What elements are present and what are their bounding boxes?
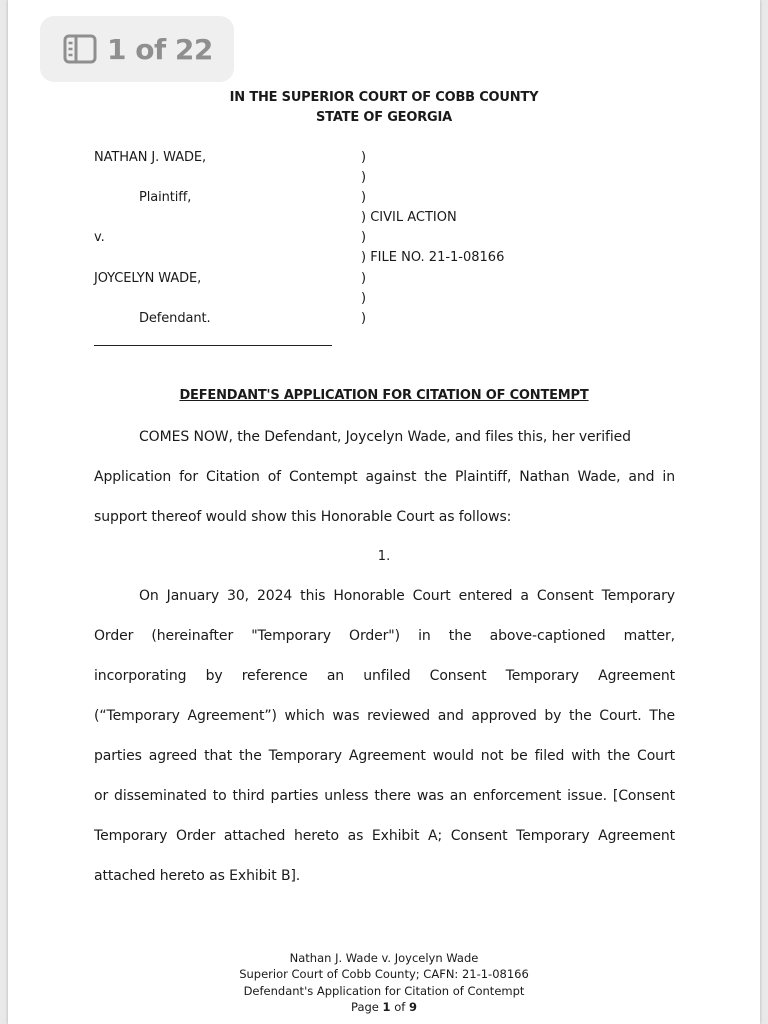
paragraph-line: Temporary Order attached hereto as Exhibit A; Consent Temporary Agreement <box>94 828 675 844</box>
caption-divider <box>94 345 332 346</box>
plaintiff-role: Plaintiff, <box>139 190 192 205</box>
footer-case-name: Nathan J. Wade v. Joycelyn Wade <box>289 951 479 965</box>
court-name-heading: IN THE SUPERIOR COURT OF COBB COUNTY <box>229 90 539 105</box>
file-number-label: ) FILE NO. 21-1-08166 <box>361 250 505 265</box>
defendant-name: JOYCELYN WADE, <box>94 271 202 286</box>
sidebar-panel-icon[interactable] <box>63 34 97 64</box>
intro-line: Application for Citation of Contempt against the Plaintiff, Nathan Wade, and in <box>94 469 675 485</box>
footer-court-line: Superior Court of Cobb County; CAFN: 21-1-08166 <box>239 967 529 981</box>
document-title: DEFENDANT'S APPLICATION FOR CITATION OF CONTEMPT <box>179 388 589 403</box>
footer-page-current: 1 <box>382 1000 391 1014</box>
defendant-role: Defendant. <box>139 311 211 326</box>
paragraph-line: parties agreed that the Temporary Agreement would not be filed with the Court <box>94 748 675 764</box>
intro-line: COMES NOW, the Defendant, Joycelyn Wade, and files this, her verified <box>139 429 631 445</box>
paragraph-line: On January 30, 2024 this Honorable Court entered a Consent Temporary <box>139 588 675 604</box>
page-counter-label: 1 of 22 <box>107 32 213 66</box>
civil-action-label: ) CIVIL ACTION <box>361 210 457 225</box>
caption-bracket: ) <box>361 271 367 286</box>
footer-page-total: 9 <box>408 1000 417 1014</box>
paragraph-number: 1. <box>377 549 391 564</box>
versus-label: v. <box>94 230 105 245</box>
paragraph-line: attached hereto as Exhibit B]. <box>94 868 301 884</box>
footer-page-of: of <box>394 1000 406 1014</box>
intro-line: support thereof would show this Honorable Court as follows: <box>94 509 512 525</box>
footer-page-number <box>0 999 768 1015</box>
plaintiff-name: NATHAN J. WADE, <box>94 150 207 165</box>
footer-page-prefix: Page <box>351 1000 379 1014</box>
caption-bracket: ) <box>361 311 367 326</box>
caption-bracket: ) <box>361 150 367 165</box>
caption-bracket: ) <box>361 190 367 205</box>
footer-document-line: Defendant's Application for Citation of Contempt <box>243 984 525 998</box>
caption-bracket: ) <box>361 170 367 185</box>
caption-bracket: ) <box>361 230 367 245</box>
court-state-heading: STATE OF GEORGIA <box>316 110 452 125</box>
caption-bracket: ) <box>361 291 367 306</box>
paragraph-line: (“Temporary Agreement”) which was reviewed and approved by the Court. The <box>94 708 675 724</box>
page-counter-badge[interactable] <box>40 16 234 82</box>
paragraph-line: Order (hereinafter "Temporary Order") in the above-captioned matter, <box>94 628 675 644</box>
paragraph-line: or disseminated to third parties unless there was an enforcement issue. [Consent <box>94 788 675 804</box>
paragraph-line: incorporating by reference an unfiled Consent Temporary Agreement <box>94 668 675 684</box>
